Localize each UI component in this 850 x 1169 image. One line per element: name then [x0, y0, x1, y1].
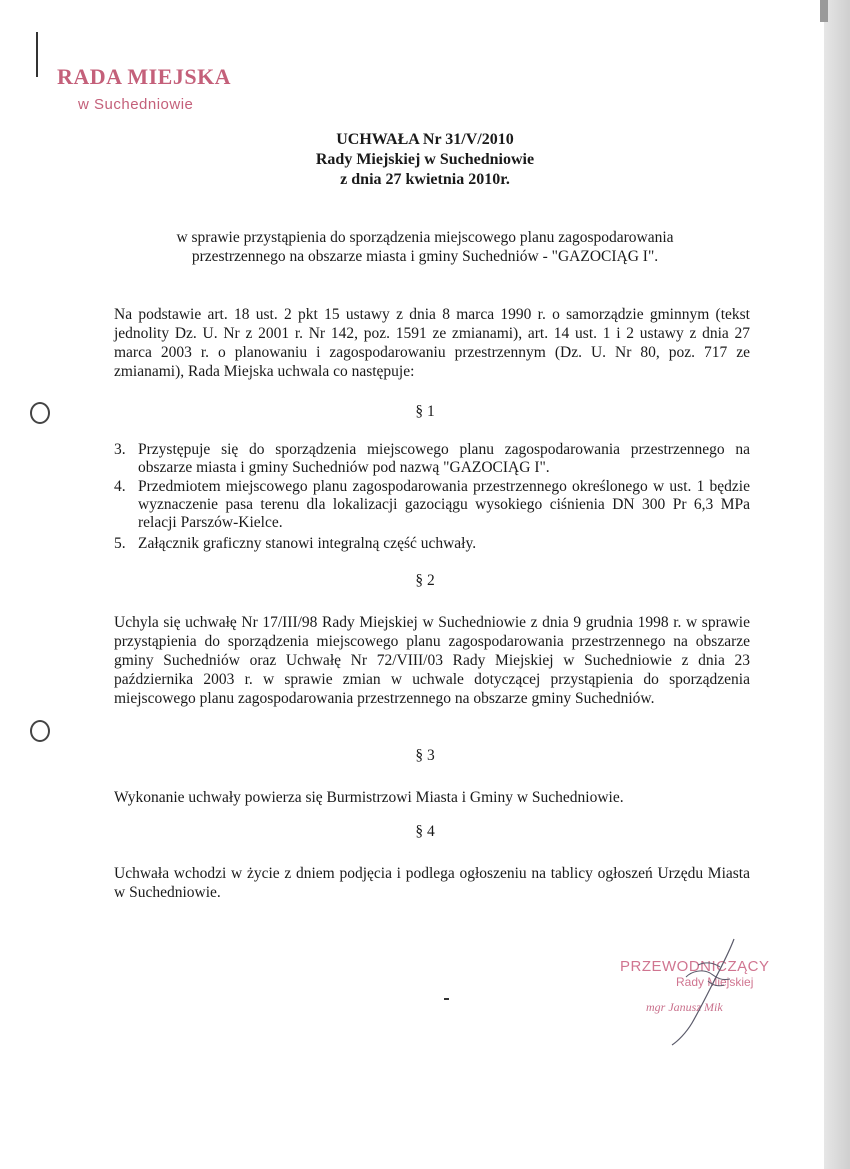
- section-2-paragraph: Uchyla się uchwałę Nr 17/III/98 Rady Miejskiej w Suchedniowie z dnia 9 grudnia 1998 r. w sprawie przystąpienia do sporządzenia miejscowego planu zagospodarowania przestrzennego na obszarze gminy Suchedniów oraz Uchwałę Nr 72/VIII/03 Rady Miejskiej w Suchedniowie z dnia 23 października 2003 r. w sprawie zmian w uchwale dotyczącej przystąpienia do sporządzenia miejscowego planu zagospodarowania przestrzennego na obszarze gminy Suchedniów.: [114, 614, 750, 707]
- resolution-title: UCHWAŁA Nr 31/V/2010: [336, 131, 514, 148]
- section-2-heading: § 2: [415, 572, 435, 589]
- list-item: [114, 535, 750, 553]
- preamble-paragraph: Na podstawie art. 18 ust. 2 pkt 15 ustawy z dnia 8 marca 1990 r. o samorządzie gminnym (tekst jednolity Dz. U. Nr z 2001 r. Nr 142, poz. 1591 ze zmianami), art. 14 ust. 1 i 2 ustawy z dnia 27 marca 2003 r. o planowaniu i zagospodarowaniu przestrzennym (Dz. U. Nr 80, poz. 717 ze zmianami), Rada Miejska uchwala co następuje:: [114, 306, 750, 380]
- section-3-paragraph: Wykonanie uchwały powierza się Burmistrzowi Miasta i Gminy w Suchedniowie.: [114, 789, 624, 806]
- section-3-heading: § 3: [415, 747, 435, 764]
- resolution-body: Rady Miejskiej w Suchedniowie: [315, 151, 535, 168]
- section-4-paragraph: Uchwała wchodzi w życie z dniem podjęcia i podlega ogłoszeniu na tablicy ogłoszeń Urzędu Miasta w Suchedniowie.: [114, 865, 750, 901]
- resolution-date: z dnia 27 kwietnia 2010r.: [340, 171, 510, 188]
- list-item: [114, 478, 750, 532]
- list-item-text: Przedmiotem miejscowego planu zagospodarowania przestrzennego określonego w ust. 1 będzie wyznaczenie pasa terenu dla lokalizacji gazociągu wysokiego ciśnienia DN 300 Pr 6,3 MPa relacji Parszów-Kielce.: [138, 478, 750, 531]
- scan-edge-mark: [820, 0, 828, 22]
- subject-line2: przestrzennego na obszarze miasta i gminy Suchedniów - "GAZOCIĄG I".: [191, 248, 659, 265]
- list-item-number: 5.: [114, 535, 126, 552]
- seal-name: mgr Janusz Mik: [646, 1000, 723, 1014]
- seal-body: Rady Miejskiej: [676, 975, 754, 989]
- section-4-heading: § 4: [415, 823, 435, 840]
- list-item-text: Załącznik graficzny stanowi integralną część uchwały.: [138, 535, 477, 552]
- margin-mark: [36, 32, 38, 77]
- list-item: [114, 441, 750, 477]
- section-1-heading: § 1: [415, 403, 435, 420]
- council-stamp-line1: RADA MIEJSKA: [57, 64, 232, 89]
- subject-line1: w sprawie przystąpienia do sporządzenia miejscowego planu zagospodarowania: [176, 229, 674, 246]
- seal-title: PRZEWODNICZĄCY: [620, 958, 770, 975]
- list-item-number: 4.: [114, 478, 126, 495]
- list-item-number: 3.: [114, 441, 126, 458]
- council-stamp-line2: w Suchedniowie: [78, 96, 194, 113]
- list-item-text: Przystępuje się do sporządzenia miejscowego planu zagospodarowania przestrzennego na obszarze miasta i gminy Suchedniów pod nazwą "GAZOCIĄG I".: [138, 441, 750, 476]
- signature-icon: [648, 935, 758, 1050]
- punch-hole-icon: [30, 720, 50, 742]
- stray-mark: [444, 998, 449, 1000]
